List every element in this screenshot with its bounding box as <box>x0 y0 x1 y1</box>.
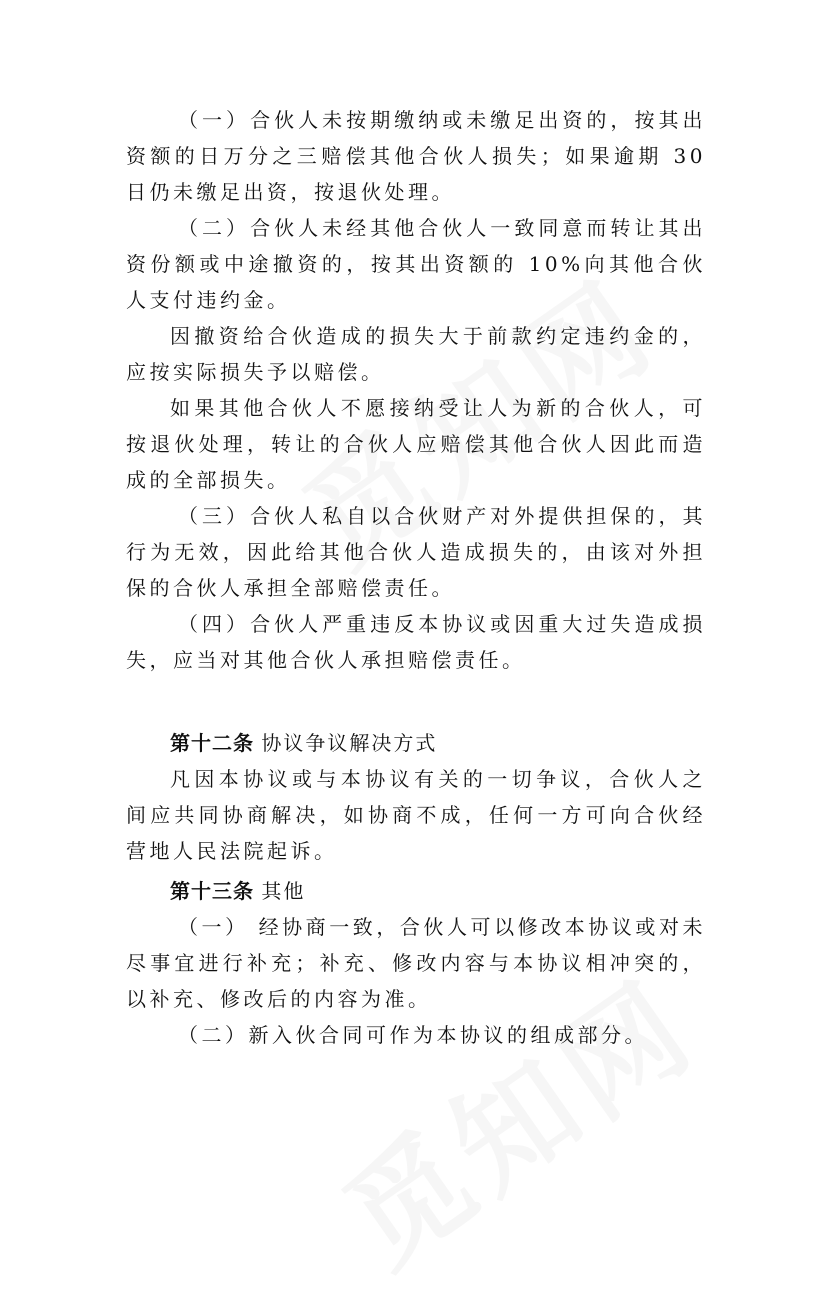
clause-paragraph: 因撤资给合伙造成的损失大于前款约定违约金的，应按实际损失予以赔偿。 <box>126 324 706 384</box>
article-12-heading <box>126 725 706 761</box>
clause-paragraph: 如果其他合伙人不愿接纳受让人为新的合伙人，可按退伙处理，转让的合伙人应赔偿其他合伙人因此而造成的全部损失。 <box>126 396 706 492</box>
article-13-item: （二）新入伙合同可作为本协议的组成部分。 <box>178 1023 648 1047</box>
clause-paragraph: （二）合伙人未经其他合伙人一致同意而转让其出资份额或中途撤资的，按其出资额的 10%向其他合伙人支付违约金。 <box>126 216 706 312</box>
clause-paragraph: （一）合伙人未按期缴纳或未缴足出资的，按其出资额的日万分之三赔偿其他合伙人损失；如果逾期 30 日仍未缴足出资，按退伙处理。 <box>126 108 706 204</box>
article-13-heading <box>126 873 706 909</box>
article-title: 其他 <box>261 879 306 903</box>
article-number: 第十三条 <box>170 879 254 903</box>
clause-paragraph: （四）合伙人严重违反本协议或因重大过失造成损失，应当对其他合伙人承担赔偿责任。 <box>126 612 706 672</box>
spacer <box>126 678 706 725</box>
clause-paragraph: （三）合伙人私自以合伙财产对外提供担保的，其行为无效，因此给其他合伙人造成损失的，由该对外担保的合伙人承担全部赔偿责任。 <box>126 504 706 600</box>
article-13-item: （一） 经协商一致，合伙人可以修改本协议或对未尽事宜进行补充；补充、修改内容与本协议相冲突的，以补充、修改后的内容为准。 <box>126 915 706 1011</box>
article-number: 第十二条 <box>170 731 254 755</box>
article-title: 协议争议解决方式 <box>261 731 438 755</box>
document-body <box>126 102 706 1053</box>
article-12-body: 凡因本协议或与本协议有关的一切争议，合伙人之间应共同协商解决，如协商不成，任何一方可向合伙经营地人民法院起诉。 <box>126 767 706 863</box>
